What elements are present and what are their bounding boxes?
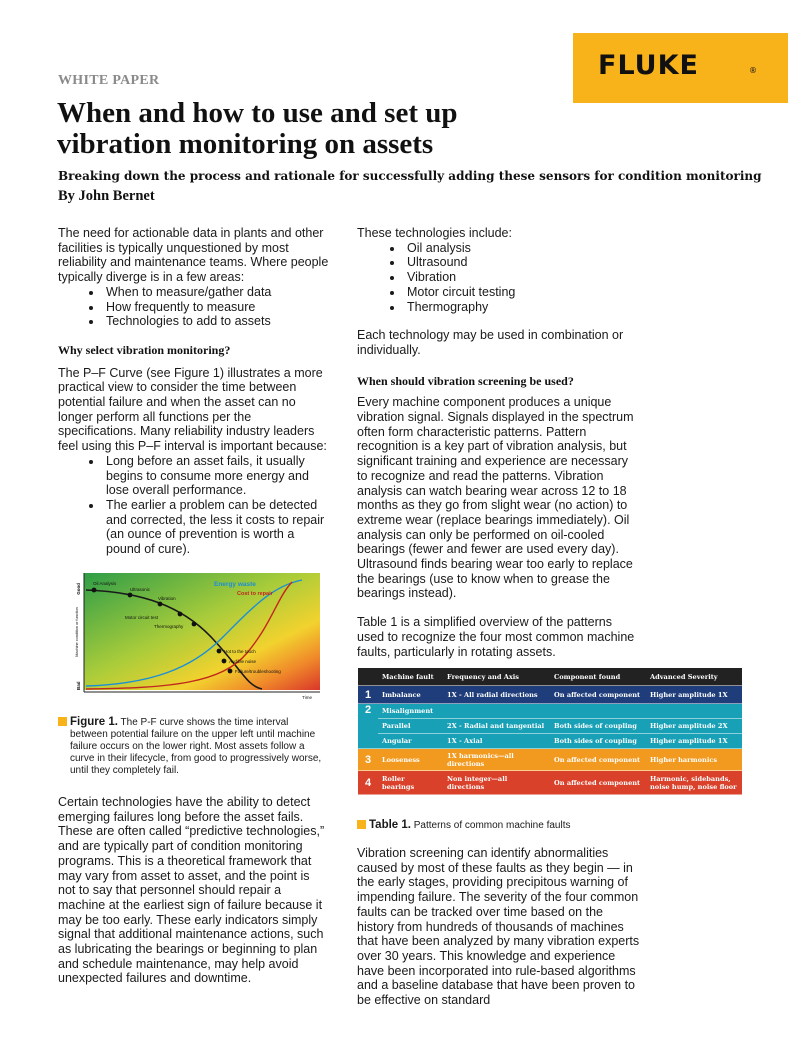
table-row: [358, 719, 742, 734]
cost-to-repair-label: Cost to repair: [237, 591, 273, 597]
section-heading: When should vibration screening be used?: [357, 373, 574, 388]
table-row: [358, 734, 742, 749]
data-point: [222, 659, 227, 664]
logo-text: FLUKE: [598, 50, 699, 81]
point-label: Motor circuit test: [125, 615, 159, 620]
page-title: When and how to use and set up vibration monitoring on assets: [57, 97, 458, 160]
data-point: [178, 612, 183, 617]
pf-curve-figure: [72, 568, 327, 708]
table-cell: 1X - All radial directions: [443, 686, 550, 704]
row-number: 1: [358, 686, 378, 704]
list-item: • Motor circuit testing: [404, 285, 639, 300]
point-label: Audible noise: [229, 659, 257, 664]
row-number: 3: [358, 749, 378, 771]
machine-faults-table: [358, 668, 742, 795]
list-item: • Long before an asset fails, it usually begins to consume more energy and lose overall performance.: [103, 454, 330, 498]
table-cell: Harmonic, sidebands, noise hump, noise floor: [646, 771, 742, 795]
list-item: • Thermography: [404, 300, 639, 315]
page-subtitle: Breaking down the process and rationale for successfully adding these sensors for condition monitoring: [58, 169, 762, 183]
point-label: Hot to the touch: [224, 649, 256, 654]
point-label: Failure/troubleshooting: [235, 669, 281, 674]
pf-curve-paragraph: The P–F Curve (see Figure 1) illustrates a more practical view to consider the time between potential failure and when the asset can no longer perform all functions per the specifications. Many reliability industry leaders feel using this P–F interval is important because:: [58, 365, 327, 454]
list-item: • Technologies to add to assets: [103, 314, 330, 329]
table-header-cell: Component found: [550, 668, 646, 686]
table-intro-paragraph: Table 1 is a simplified overview of the patterns used to recognize the four most common machine faults, particularly in rotating assets.: [357, 615, 635, 659]
table-row: [358, 686, 742, 704]
energy-waste-label: Energy waste: [214, 581, 256, 588]
table-row: [358, 771, 742, 795]
list-item: • How frequently to measure: [103, 300, 330, 315]
table-cell: Higher amplitude 1X: [646, 734, 742, 749]
table-cell: Imbalance: [378, 686, 443, 704]
point-label: Oil Analysis: [93, 581, 117, 586]
author-byline: By John Bernet: [58, 188, 155, 204]
table-cell: 1X harmonics—all directions: [443, 749, 550, 771]
table-cell: Parallel: [378, 719, 443, 734]
fluke-logo: [573, 33, 788, 103]
row-number: 4: [358, 771, 378, 795]
tech-intro: These technologies include:: [357, 226, 512, 240]
list-item: • Ultrasound: [404, 255, 639, 270]
table-row: [358, 749, 742, 771]
table-cell: Misalignment: [378, 704, 742, 719]
tech-bullet-list: [357, 241, 639, 315]
point-label: Thermography: [154, 624, 184, 629]
table-cell: Higher harmonics: [646, 749, 742, 771]
caption-label: Table 1.: [369, 819, 411, 831]
list-item: • The earlier a problem can be detected and corrected, the less it costs to repair (an ounce of prevention is worth a pound of cure).: [103, 498, 330, 557]
list-item: • Vibration: [404, 270, 639, 285]
table-cell: On affected component: [550, 749, 646, 771]
table-row: [358, 704, 742, 719]
table-caption: [357, 819, 571, 832]
table-cell: Looseness: [378, 749, 443, 771]
right-column: [357, 226, 639, 659]
data-point: [217, 649, 222, 654]
table-cell: Non integer—all directions: [443, 771, 550, 795]
y-axis-good-label: Good: [76, 583, 81, 595]
data-point: [228, 669, 233, 674]
list-item: • When to measure/gather data: [103, 285, 330, 300]
table-cell: Angular: [378, 734, 443, 749]
y-axis-bad-label: Bad: [76, 681, 81, 690]
table-header-cell: Frequency and Axis: [443, 668, 550, 686]
point-label: Ultrasonic: [130, 587, 151, 592]
intro-paragraph: The need for actionable data in plants and other facilities is typically unquestioned by most reliability and maintenance teams. Where people typically diverge is in a few areas:: [58, 226, 329, 285]
figure-caption: [58, 716, 328, 777]
x-axis-label: Time: [302, 695, 312, 700]
table-cell: On affected component: [550, 686, 646, 704]
left-column: [58, 226, 330, 557]
data-point: [158, 602, 163, 607]
y-axis-label: Machine condition or function: [75, 607, 79, 657]
document-type-label: WHITE PAPER: [58, 73, 160, 88]
data-point: [192, 622, 197, 627]
table-cell: Higher amplitude 1X: [646, 686, 742, 704]
pf-curve-chart: [72, 568, 327, 708]
table-header-row: [358, 668, 742, 686]
caption-marker: [58, 717, 67, 726]
table-cell: Higher amplitude 2X: [646, 719, 742, 734]
table-cell: 1X - Axial: [443, 734, 550, 749]
point-label: Vibration: [158, 596, 176, 601]
table-cell: 2X - Radial and tangential: [443, 719, 550, 734]
table-header-cell: Advanced Severity: [646, 668, 742, 686]
pf-bullet-list: [58, 454, 330, 557]
logo-registered-mark: ®: [749, 66, 757, 75]
screening-paragraph: Every machine component produces a unique vibration signal. Signals displayed in the spectrum often form characteristic patterns. Pattern recognition is a key part of vibration analysis, but significant training and experience are necessary to recognize and read the patterns. Vibration analysis can watch bearing wear across 12 to 18 months as they go from slight wear (no action) to extreme wear (replace bearings immediately). Oil analysis can only be performed on oil-cooled bearings (fewer and fewer are used every day). Ultrasound finds bearing wear too early to replace the bearings (use to know when to grease the bearings instead).: [357, 395, 634, 601]
data-point: [92, 588, 97, 593]
table-cell: Roller bearings: [378, 771, 443, 795]
intro-bullet-list: [58, 285, 330, 329]
screening-abnormalities-paragraph: Vibration screening can identify abnormalities caused by most of these faults as they begin — in the early stages, providing precipitous warning of impending failure. The severity of the four common faults can be tracked over time based on the history from hundreds of thousands of machines that have been analyzed by many vibration experts over 30 years. This knowledge and experience have been incorporated into rule-based algorithms and a baseline database that have been proven to be effective on standard: [357, 846, 640, 1008]
tech-after-paragraph: Each technology may be used in combination or individually.: [357, 328, 624, 357]
predictive-paragraph: Certain technologies have the ability to detect emerging failures long before the asset fails. These are often called “predictive technologies,” and are typically part of condition monitoring programs. This is a theoretical framework that may vary from asset to asset, and the point is not to say that personnel should repair a machine at the earliest sign of failure because it may be too early. These early indicators simply signal that additional maintenance actions, such as lubricating the bearings or beginning to plan and schedule maintenance, may help avoid unexpected failures and downtime.: [58, 795, 325, 986]
table-cell: Both sides of coupling: [550, 734, 646, 749]
caption-text-first: The P-F curve shows the time interval: [120, 717, 289, 728]
row-number: 2: [358, 704, 378, 749]
caption-label: Figure 1.: [70, 716, 118, 728]
table-cell: Both sides of coupling: [550, 719, 646, 734]
caption-text-rest: between potential failure on the upper left until machine failure occurs on the lower right. Most assets follow a curve in their lifecycle, from good to progressively worse, until they completely fail.: [70, 729, 322, 776]
data-point: [128, 593, 133, 598]
table-header-cell: Machine fault: [378, 668, 443, 686]
caption-marker: [357, 820, 366, 829]
table-cell: On affected component: [550, 771, 646, 795]
list-item: • Oil analysis: [404, 241, 639, 256]
section-heading: Why select vibration monitoring?: [58, 342, 231, 357]
caption-text: Patterns of common machine faults: [413, 820, 571, 831]
gradient-background: [84, 573, 320, 690]
table-header-cell: [358, 668, 378, 686]
